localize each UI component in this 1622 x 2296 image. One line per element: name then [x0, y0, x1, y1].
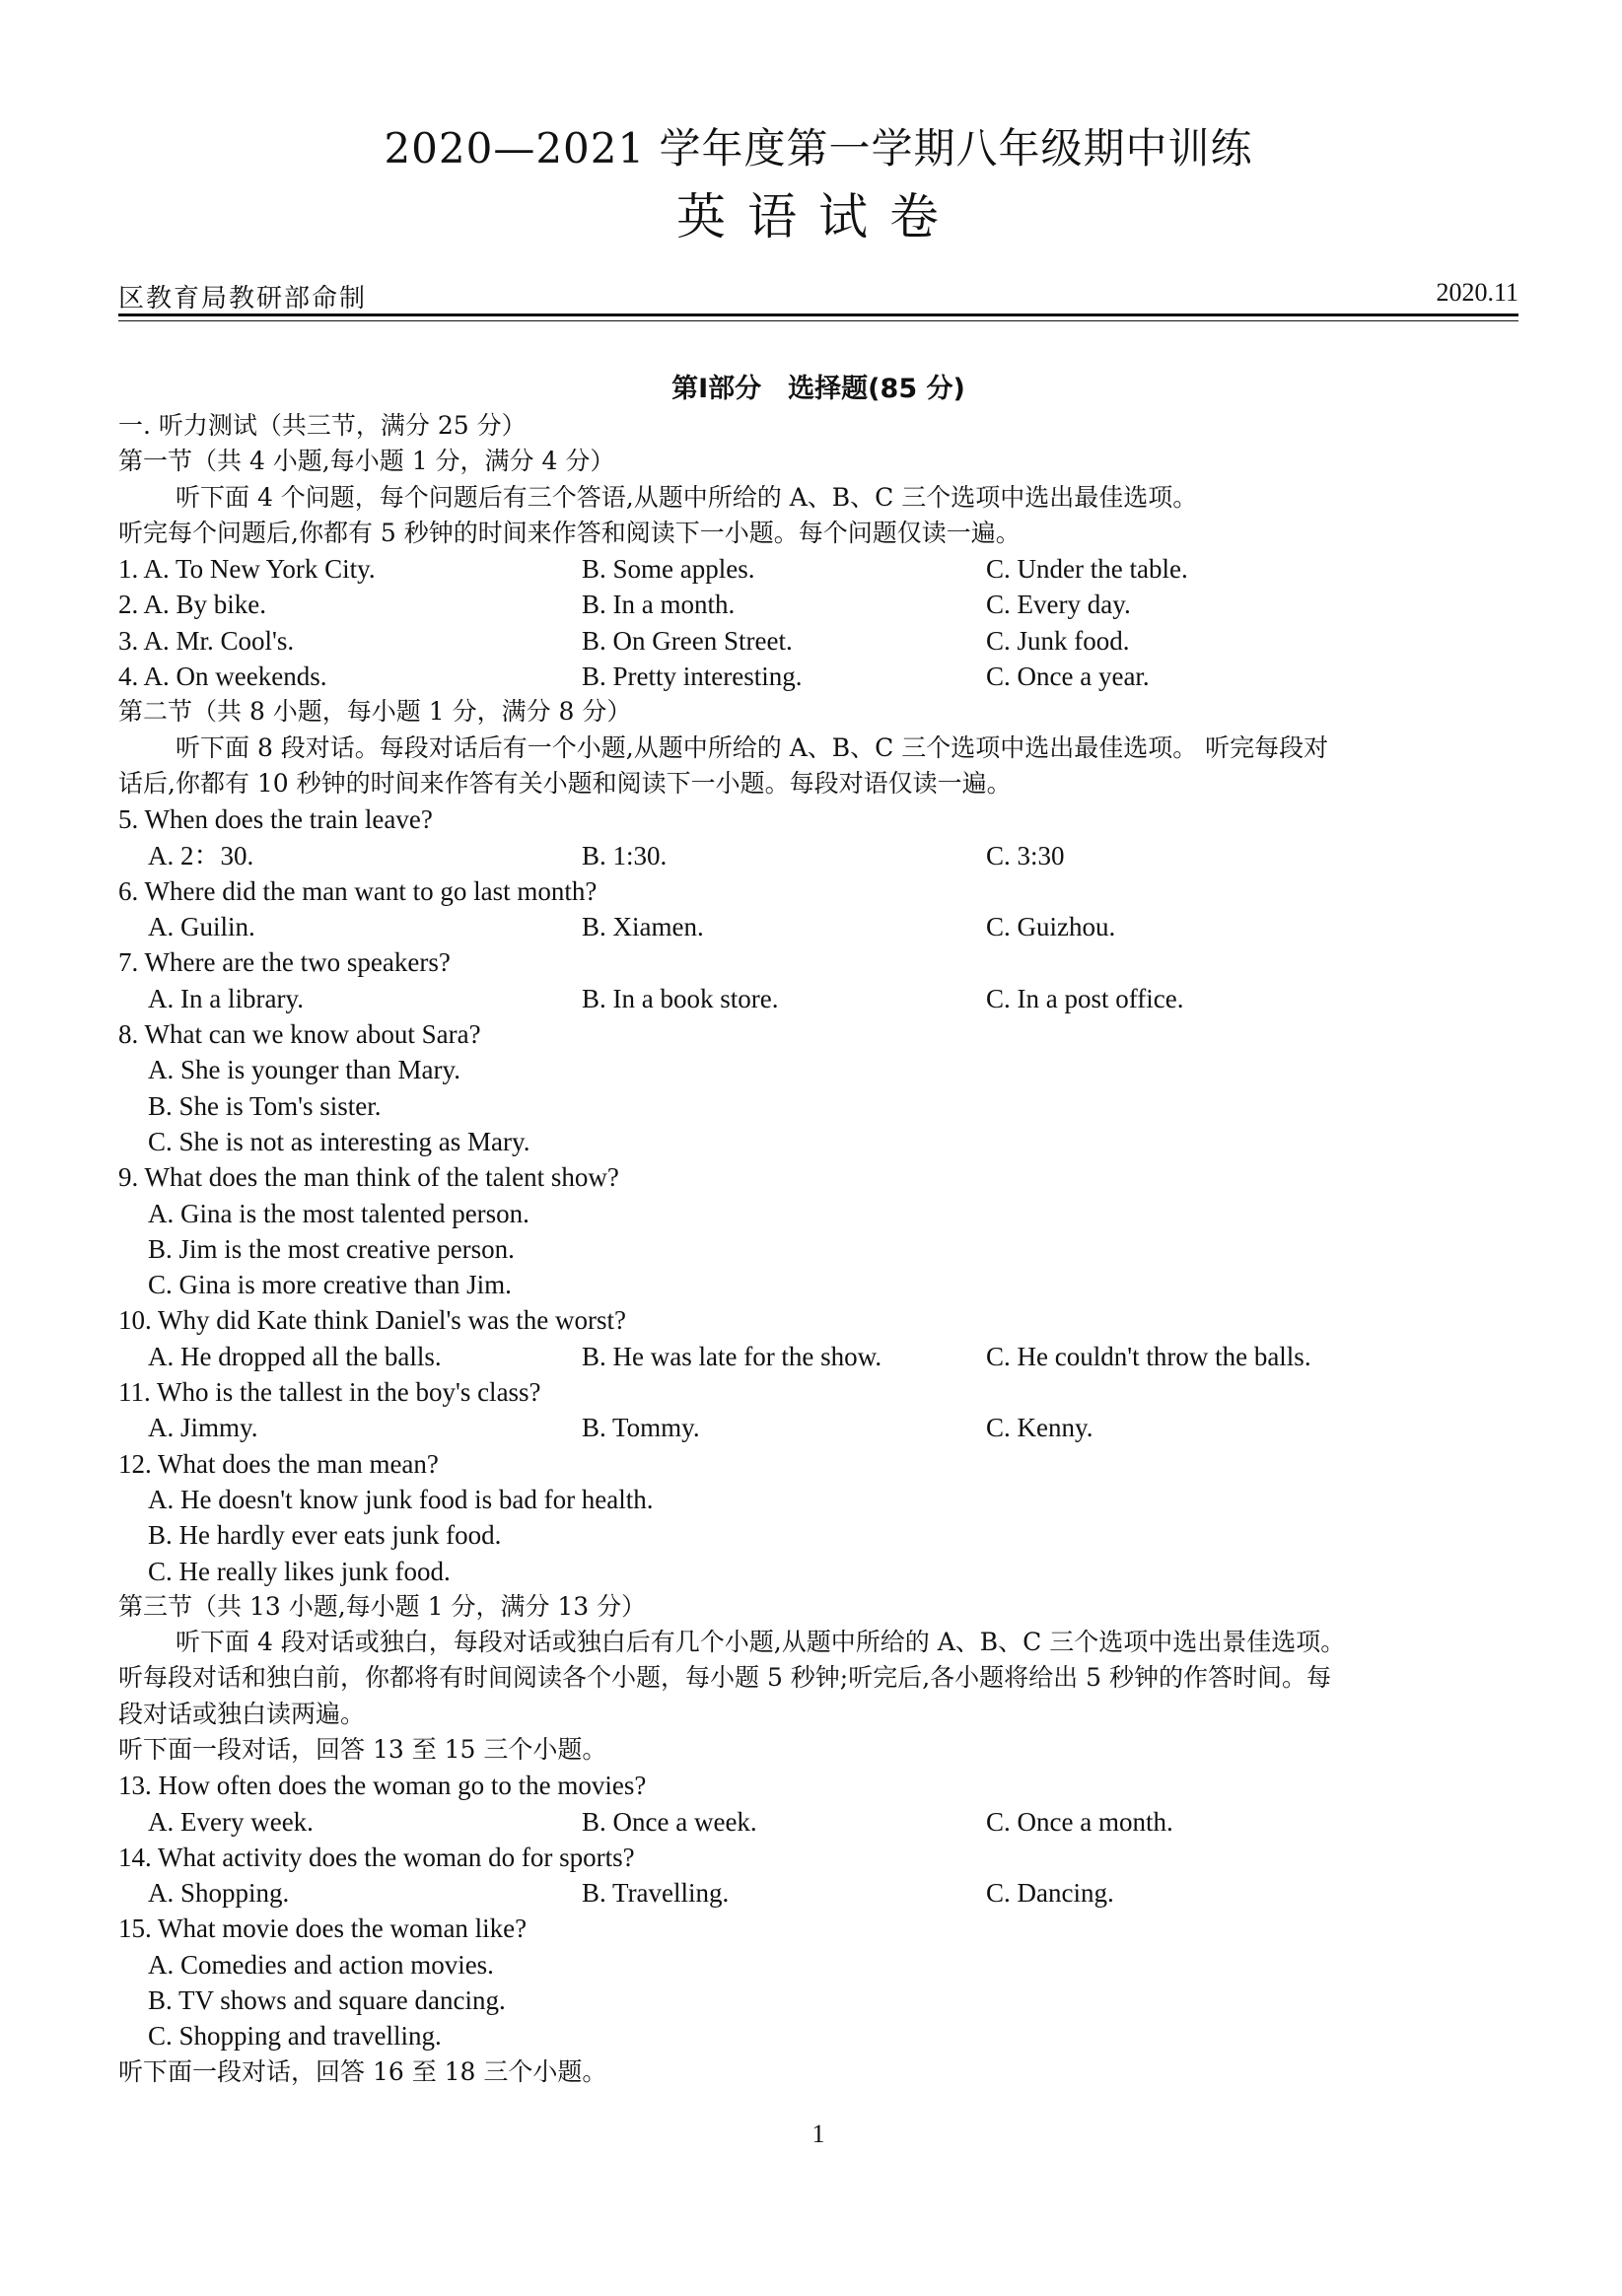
question-row [118, 551, 1518, 587]
page-number: 1 [811, 2120, 825, 2148]
s2-instruction: 话后,你都有 10 秒钟的时间来作答有关小题和阅读下一小题。每段对语仅读一遍。 [118, 768, 1012, 798]
dialogue-lead: 听下面一段对话，回答 13 至 15 三个小题。 [118, 1734, 607, 1764]
s1-heading: 第一节（共 4 小题,每小题 1 分，满分 4 分） [118, 447, 615, 476]
question-options [118, 838, 1518, 873]
option-a: A. Jimmy. [148, 1413, 258, 1443]
question-stem: 14. What activity does the woman do for sports? [118, 1842, 635, 1872]
dialogue-lead: 听下面一段对话，回答 16 至 18 三个小题。 [118, 2056, 607, 2086]
option-a: A. In a library. [148, 983, 304, 1013]
option-a: 2. A. By bike. [118, 590, 267, 620]
option-a: A. Shopping. [148, 1878, 290, 1909]
s3-instruction: 段对话或独白读两遍。 [118, 1699, 366, 1728]
option-b: B. Pretty interesting. [582, 661, 803, 692]
question-options [118, 1804, 1518, 1840]
section-heading: 一. 听力测试（共三节，满分 25 分） [118, 411, 527, 440]
header-rule-thin [118, 320, 1518, 321]
s3-instruction: 听下面 4 段对话或独白，每段对话或独白后有几个小题,从题中所给的 A、B、C 三个选项中选出景佳选项。 [176, 1628, 1346, 1657]
option-a: A. She is younger than Mary. [148, 1055, 460, 1085]
header-rule-thick [118, 313, 1518, 316]
option-b: B. In a book store. [582, 983, 779, 1013]
option-b: B. Xiamen. [582, 912, 704, 942]
question-stem: 9. What does the man think of the talent show? [118, 1162, 619, 1193]
option-b: B. Travelling. [582, 1878, 730, 1909]
question-stem: 15. What movie does the woman like? [118, 1913, 528, 1944]
exam-date: 2020.11 [1436, 278, 1518, 307]
question-stem: 13. How often does the woman go to the movies? [118, 1771, 647, 1801]
option-c: C. Kenny. [986, 1413, 1093, 1443]
question-row [118, 659, 1518, 694]
s1-instruction: 听完每个问题后,你都有 5 秒钟的时间来作答和阅读下一小题。每个问题仅读一遍。 [118, 518, 1021, 547]
exam-title: 2020—2021 学年度第一学期八年级期中训练 [384, 124, 1253, 173]
question-options [118, 1339, 1518, 1374]
option-a: A. Gina is the most talented person. [148, 1198, 529, 1228]
option-b: B. He hardly ever eats junk food. [148, 1520, 502, 1551]
option-c: C. Junk food. [986, 625, 1130, 656]
option-a: A. 2：30. [148, 840, 254, 870]
option-a: A. Every week. [148, 1806, 314, 1837]
question-stem: 11. Who is the tallest in the boy's class? [118, 1377, 541, 1408]
exam-subject: 英语试卷 [676, 188, 960, 245]
option-c: C. Shopping and travelling. [148, 2021, 442, 2052]
option-b: B. Jim is the most creative person. [148, 1233, 515, 1264]
option-a: 3. A. Mr. Cool's. [118, 625, 295, 656]
question-row [118, 587, 1518, 622]
listening-section [118, 408, 1518, 2090]
s3-heading: 第三节（共 13 小题,每小题 1 分，满分 13 分） [118, 1591, 647, 1621]
option-c: C. Gina is more creative than Jim. [148, 1270, 512, 1300]
option-c: C. She is not as interesting as Mary. [148, 1126, 530, 1156]
question-stem: 5. When does the train leave? [118, 804, 433, 835]
option-a: A. He dropped all the balls. [148, 1341, 442, 1371]
part-title: 第Ⅰ部分 选择题(85 分) [671, 374, 965, 404]
question-options [118, 981, 1518, 1016]
option-c: C. Guizhou. [986, 912, 1116, 942]
question-stem: 8. What can we know about Sara? [118, 1019, 481, 1050]
question-stem: 10. Why did Kate think Daniel's was the worst? [118, 1305, 627, 1336]
option-a: A. Comedies and action movies. [148, 1949, 494, 1980]
option-b: B. She is Tom's sister. [148, 1090, 382, 1121]
question-options [118, 1410, 1518, 1445]
s2-instruction: 听下面 8 段对话。每段对话后有一个小题,从题中所给的 A、B、C 三个选项中选出最佳选项。 听完每段对 [176, 732, 1329, 762]
option-b: B. Tommy. [582, 1413, 700, 1443]
option-c: C. Under the table. [986, 554, 1188, 585]
question-options [118, 909, 1518, 944]
option-b: B. On Green Street. [582, 625, 793, 656]
question-options [118, 1875, 1518, 1911]
s3-instruction: 听每段对话和独白前，你都将有时间阅读各个小题，每小题 5 秒钟;听完后,各小题将给出 5 秒钟的作答时间。每 [118, 1663, 1331, 1693]
option-a: A. He doesn't know junk food is bad for health. [148, 1484, 654, 1514]
option-b: B. TV shows and square dancing. [148, 1985, 506, 2016]
option-a: A. Guilin. [148, 912, 255, 942]
option-b: B. In a month. [582, 590, 736, 620]
option-c: C. Once a year. [986, 661, 1150, 692]
issuer: 区教育局教研部命制 [118, 284, 368, 313]
s1-instruction: 听下面 4 个问题，每个问题后有三个答语,从题中所给的 A、B、C 三个选项中选出最佳选项。 [176, 482, 1198, 512]
option-c: C. Every day. [986, 590, 1131, 620]
option-b: B. He was late for the show. [582, 1341, 882, 1371]
question-stem: 12. What does the man mean? [118, 1448, 439, 1479]
option-c: C. In a post office. [986, 983, 1184, 1013]
option-a: 4. A. On weekends. [118, 661, 327, 692]
option-c: C. He couldn't throw the balls. [986, 1341, 1311, 1371]
option-a: 1. A. To New York City. [118, 554, 376, 585]
option-c: C. He really likes junk food. [148, 1556, 451, 1586]
option-b: B. Some apples. [582, 554, 755, 585]
option-b: B. 1:30. [582, 840, 668, 870]
question-stem: 6. Where did the man want to go last month? [118, 875, 598, 906]
option-c: C. Dancing. [986, 1878, 1114, 1909]
question-stem: 7. Where are the two speakers? [118, 947, 451, 978]
s2-heading: 第二节（共 8 小题，每小题 1 分，满分 8 分） [118, 697, 632, 727]
option-c: C. Once a month. [986, 1806, 1173, 1837]
option-c: C. 3:30 [986, 840, 1065, 870]
option-b: B. Once a week. [582, 1806, 757, 1837]
question-row [118, 623, 1518, 659]
